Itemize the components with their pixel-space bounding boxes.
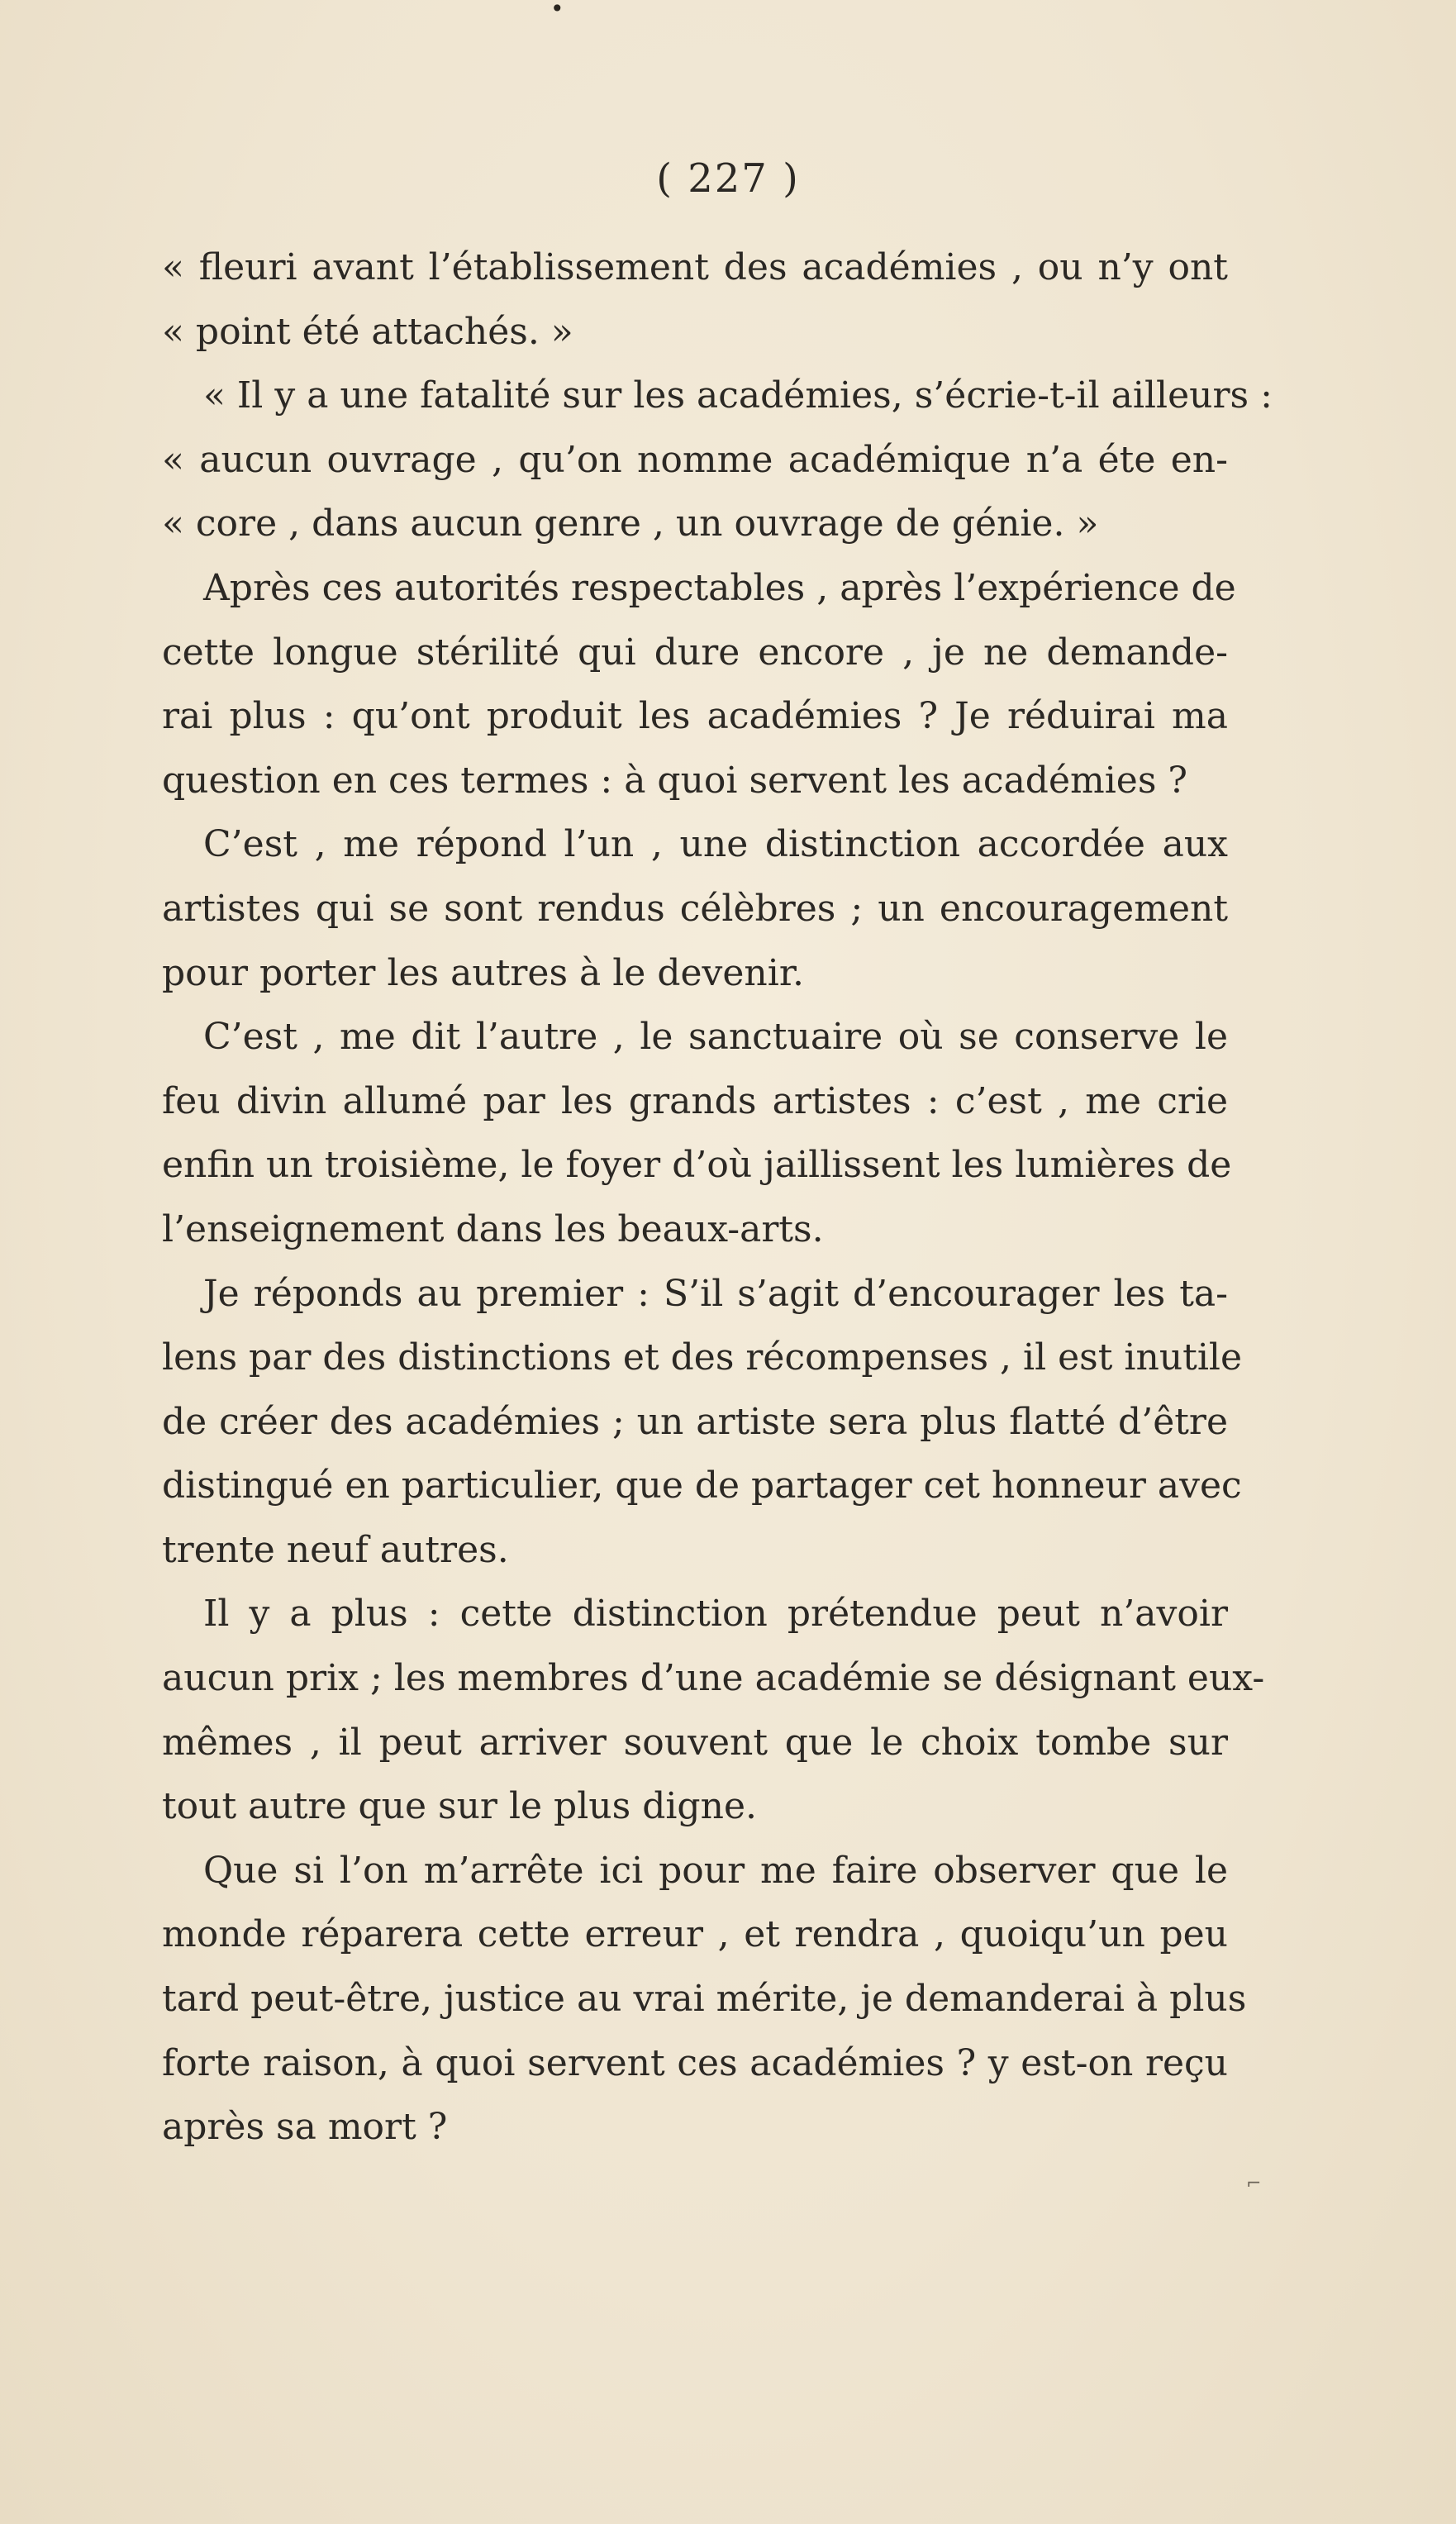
text-line: Après ces autorités respectables , après l’expérience de bbox=[203, 566, 1236, 609]
text-line: tard peut-être, justice au vrai mérite, je demanderai à plus bbox=[162, 1978, 1247, 2021]
text-line: Je réponds au premier : S’il s’agit d’encourager les ta- bbox=[203, 1272, 1228, 1315]
text-line: question en ces termes : à quoi servent les académies ? bbox=[162, 759, 1188, 802]
text-line: cette longue stérilité qui dure encore , je ne demande- bbox=[162, 631, 1228, 674]
text-line: distingué en particulier, que de partager cet honneur avec bbox=[162, 1464, 1242, 1507]
text-line: C’est , me dit l’autre , le sanctuaire où se conserve le bbox=[203, 1016, 1228, 1059]
text-line: feu divin allumé par les grands artistes : c’est , me crie bbox=[162, 1079, 1228, 1122]
text-line: de créer des académies ; un artiste sera plus flatté d’être bbox=[162, 1400, 1228, 1443]
text-line: forte raison, à quoi servent ces académies ? y est-on reçu bbox=[162, 2041, 1228, 2084]
ink-speck: ⌐ bbox=[1246, 2174, 1262, 2194]
ink-speck: • bbox=[550, 0, 564, 22]
text-line: « Il y a une fatalité sur les académies, s’écrie-t-il ailleurs : bbox=[203, 374, 1273, 417]
text-line: C’est , me répond l’un , une distinction accordée aux bbox=[203, 823, 1228, 866]
text-line: l’enseignement dans les beaux-arts. bbox=[162, 1207, 824, 1250]
text-line: mêmes , il peut arriver souvent que le choix tombe sur bbox=[162, 1721, 1228, 1764]
text-line: tout autre que sur le plus digne. bbox=[162, 1785, 757, 1828]
text-line: pour porter les autres à le devenir. bbox=[162, 951, 805, 994]
text-line: « aucun ouvrage , qu’on nomme académique n’a éte en- bbox=[162, 438, 1228, 481]
text-line: rai plus : qu’ont produit les académies ? Je réduirai ma bbox=[162, 695, 1228, 738]
text-line: enfin un troisième, le foyer d’où jaillissent les lumières de bbox=[162, 1144, 1232, 1187]
text-line: trente neuf autres. bbox=[162, 1528, 509, 1571]
text-line: artistes qui se sont rendus célèbres ; un encouragement bbox=[162, 887, 1228, 930]
text-line: monde réparera cette erreur , et rendra , quoiqu’un peu bbox=[162, 1913, 1228, 1956]
text-line: après sa mort ? bbox=[162, 2106, 448, 2149]
text-line: Il y a plus : cette distinction prétendue peut n’avoir bbox=[203, 1593, 1228, 1636]
text-line: « fleuri avant l’établissement des académies , ou n’y ont bbox=[162, 246, 1228, 288]
text-line: aucun prix ; les membres d’une académie se désignant eux- bbox=[162, 1657, 1265, 1700]
page-number: ( 227 ) bbox=[656, 155, 800, 202]
text-line: Que si l’on m’arrête ici pour me faire observer que le bbox=[203, 1849, 1228, 1892]
text-line: « point été attachés. » bbox=[162, 310, 573, 353]
body-text bbox=[162, 236, 1273, 2160]
text-line: lens par des distinctions et des récompenses , il est inutile bbox=[162, 1336, 1243, 1379]
text-line: « core , dans aucun genre , un ouvrage de génie. » bbox=[162, 502, 1099, 545]
